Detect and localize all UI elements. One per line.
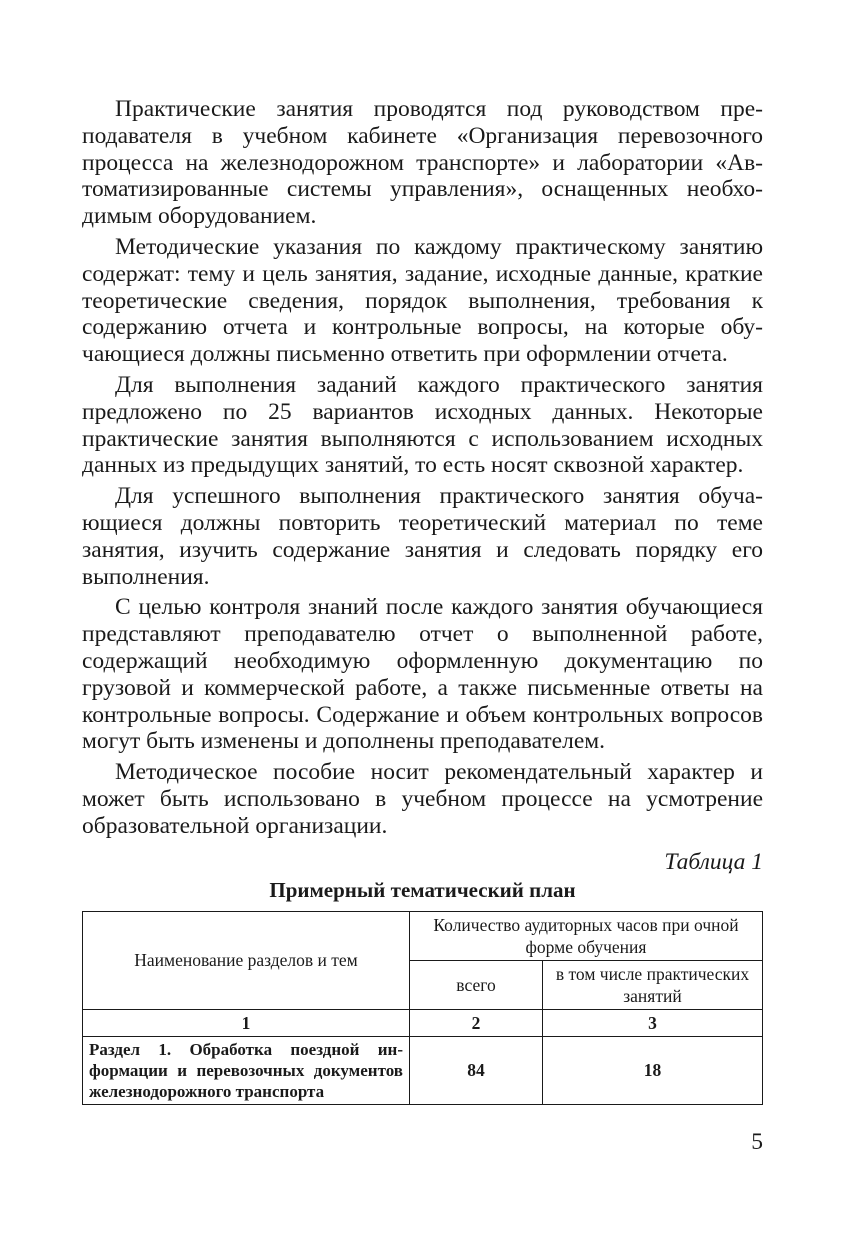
column-number: 1 [83, 1009, 410, 1036]
table-row [83, 1036, 763, 1104]
table-header-row [83, 911, 763, 960]
section-practical-hours: 18 [543, 1036, 763, 1104]
table-caption: Таблица 1 [664, 848, 763, 875]
header-hours-group: Количество аудиторных часов при очной форме обучения [410, 911, 763, 960]
paragraph: Методическое пособие носит рекомендательный характер и может быть использовано в учебном процессе на усмотрение образовательной организации. [82, 759, 763, 839]
header-total-column: всего [410, 960, 543, 1009]
section-name: Раздел 1. Обработка поездной информации и перевозочных документов железнодорожного транспорта [83, 1036, 410, 1104]
header-name-column: Наименование разделов и тем [83, 911, 410, 1009]
header-practical-column: в том числе практических занятий [543, 960, 763, 1009]
paragraph: Для выполнения заданий каждого практического занятия предложено по 25 вариантов исходных данных. Некоторые практические занятия выполняются с использованием исходных данных из предыдущих занятий, то есть носят сквозной характер. [82, 371, 763, 479]
page-content [82, 96, 763, 1105]
column-number-row [83, 1009, 763, 1036]
page-number: 5 [751, 1129, 763, 1155]
paragraph: С целью контроля знаний после каждого занятия обучающиеся представляют преподавателю отчет о выполненной работе, содержащий необходимую оформленную документацию по грузовой и коммерческой работе, а также письменные ответы на контрольные вопросы. Содержание и объем контрольных вопросов могут быть изменены и дополнены преподавателем. [82, 594, 763, 755]
section-total-hours: 84 [410, 1036, 543, 1104]
paragraph: Методические указания по каждому практическому занятию содержат: тему и цель занятия, задание, исходные данные, краткие теоретические сведения, порядок выполнения, требования к содержанию отчета и контрольные вопросы, на которые обучающиеся должны письменно ответить при оформлении отчета. [82, 233, 763, 368]
paragraph: Практические занятия проводятся под руководством преподавателя в учебном кабинете «Организация перевозочного процесса на железнодорожном транспорте» и лаборатории «Автоматизированные системы управления», оснащенных необходимым оборудованием. [82, 96, 763, 230]
paragraph: Для успешного выполнения практического занятия обучающиеся должны повторить теоретический материал по теме занятия, изучить содержание занятия и следовать порядку его выполнения. [82, 483, 763, 590]
thematic-plan-table [82, 911, 763, 1105]
column-number: 3 [543, 1009, 763, 1036]
table-title: Примерный тематический план [269, 877, 576, 902]
column-number: 2 [410, 1009, 543, 1036]
